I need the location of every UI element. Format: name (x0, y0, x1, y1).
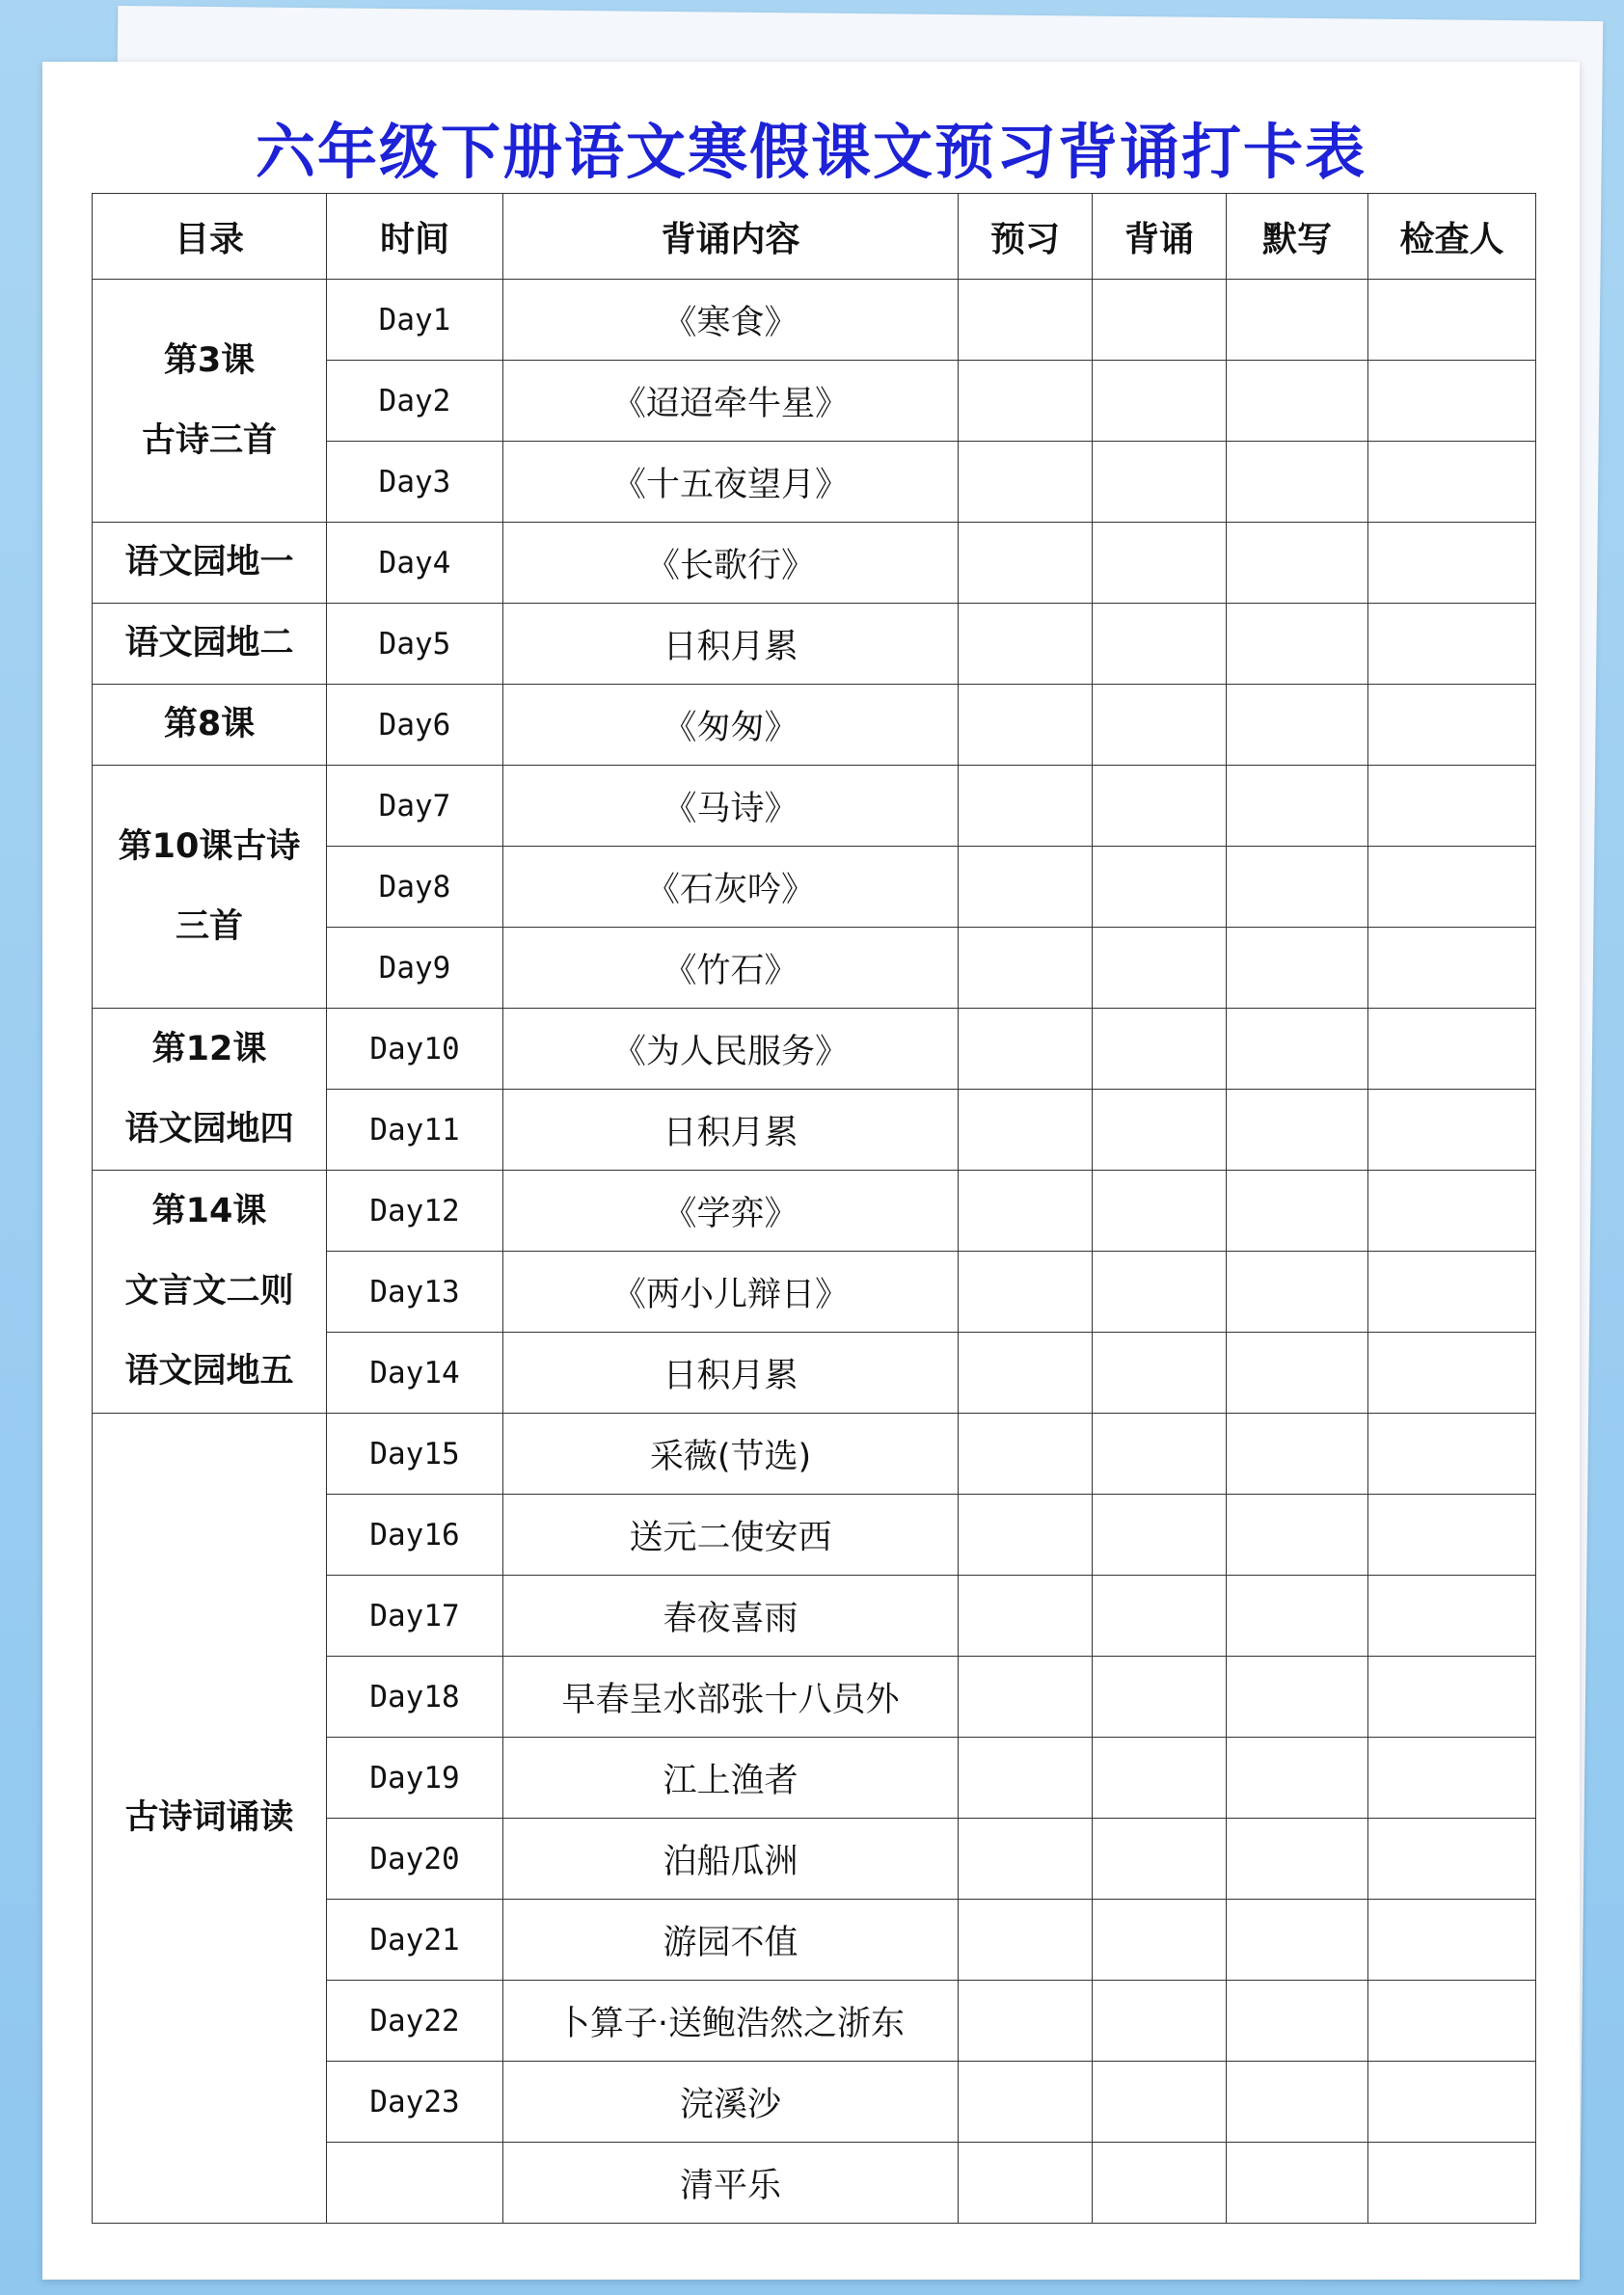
col-header-directory: 目录 (93, 194, 327, 280)
checker-checkbox-cell[interactable] (1368, 766, 1536, 847)
recite-checkbox-cell[interactable] (1093, 1252, 1227, 1333)
dictation-checkbox-cell[interactable] (1227, 685, 1368, 766)
dictation-checkbox-cell[interactable] (1227, 2143, 1368, 2224)
table-row (93, 1414, 1536, 1495)
recite-checkbox-cell[interactable] (1093, 1576, 1227, 1657)
table-row (93, 523, 1536, 604)
day-cell: Day13 (327, 1252, 503, 1333)
directory-cell (93, 280, 327, 523)
dictation-checkbox-cell[interactable] (1227, 280, 1368, 361)
recite-content-cell: 泊船瓜洲 (503, 1819, 959, 1900)
preview-checkbox-cell[interactable] (959, 928, 1093, 1009)
checker-checkbox-cell[interactable] (1368, 361, 1536, 442)
preview-checkbox-cell[interactable] (959, 1009, 1093, 1090)
directory-cell (93, 685, 327, 766)
recite-content-cell: 游园不值 (503, 1900, 959, 1981)
directory-label: 语文园地五 (124, 1352, 294, 1390)
preview-checkbox-cell[interactable] (959, 685, 1093, 766)
recite-content-cell: 《十五夜望月》 (503, 442, 959, 523)
recite-content-cell: 《长歌行》 (503, 523, 959, 604)
col-header-content: 背诵内容 (503, 194, 959, 280)
day-cell: Day10 (327, 1009, 503, 1090)
directory-cell (93, 766, 327, 1009)
dictation-checkbox-cell[interactable] (1227, 1333, 1368, 1414)
preview-checkbox-cell[interactable] (959, 1738, 1093, 1819)
checker-checkbox-cell[interactable] (1368, 1819, 1536, 1900)
day-cell: Day17 (327, 1576, 503, 1657)
checker-checkbox-cell[interactable] (1368, 1576, 1536, 1657)
day-cell: Day9 (327, 928, 503, 1009)
header-row (93, 194, 1536, 280)
dictation-checkbox-cell[interactable] (1227, 1414, 1368, 1495)
col-header-dictation: 默写 (1227, 194, 1368, 280)
page-title: 六年级下册语文寒假课文预习背诵打卡表 (255, 117, 1367, 187)
day-cell: Day15 (327, 1414, 503, 1495)
preview-checkbox-cell[interactable] (959, 361, 1093, 442)
day-cell: Day8 (327, 847, 503, 928)
directory-label: 文言文二则 (124, 1272, 294, 1310)
day-cell: Day19 (327, 1738, 503, 1819)
dictation-checkbox-cell[interactable] (1227, 847, 1368, 928)
col-header-preview: 预习 (959, 194, 1093, 280)
checkin-sheet (42, 62, 1580, 2280)
recite-content-cell: 清平乐 (503, 2143, 959, 2224)
day-cell: Day22 (327, 1981, 503, 2062)
dictation-checkbox-cell[interactable] (1227, 1495, 1368, 1576)
preview-checkbox-cell[interactable] (959, 2062, 1093, 2143)
checker-checkbox-cell[interactable] (1368, 1333, 1536, 1414)
directory-cell (93, 1009, 327, 1171)
dictation-checkbox-cell[interactable] (1227, 1657, 1368, 1738)
dictation-checkbox-cell[interactable] (1227, 2062, 1368, 2143)
recite-content-cell: 江上渔者 (503, 1738, 959, 1819)
preview-checkbox-cell[interactable] (959, 1252, 1093, 1333)
recite-content-cell: 卜算子·送鲍浩然之浙东 (503, 1981, 959, 2062)
recite-content-cell: 日积月累 (503, 1333, 959, 1414)
directory-label: 古诗三首 (141, 420, 277, 460)
col-header-recite: 背诵 (1093, 194, 1227, 280)
recite-content-cell: 采薇(节选) (503, 1414, 959, 1495)
preview-checkbox-cell[interactable] (959, 1900, 1093, 1981)
dictation-checkbox-cell[interactable] (1227, 766, 1368, 847)
recite-checkbox-cell[interactable] (1093, 1090, 1227, 1171)
day-cell: Day1 (327, 280, 503, 361)
directory-label: 语文园地四 (124, 1109, 294, 1148)
directory-cell (93, 604, 327, 685)
day-cell: Day12 (327, 1171, 503, 1252)
checker-checkbox-cell[interactable] (1368, 442, 1536, 523)
preview-checkbox-cell[interactable] (959, 1090, 1093, 1171)
recite-checkbox-cell[interactable] (1093, 1738, 1227, 1819)
directory-label: 第12课 (151, 1029, 267, 1068)
recite-checkbox-cell[interactable] (1093, 685, 1227, 766)
dictation-checkbox-cell[interactable] (1227, 1900, 1368, 1981)
recite-content-cell: 日积月累 (503, 604, 959, 685)
dictation-checkbox-cell[interactable] (1227, 1981, 1368, 2062)
preview-checkbox-cell[interactable] (959, 2143, 1093, 2224)
checker-checkbox-cell[interactable] (1368, 1495, 1536, 1576)
day-cell: Day5 (327, 604, 503, 685)
recite-content-cell: 浣溪沙 (503, 2062, 959, 2143)
checker-checkbox-cell[interactable] (1368, 847, 1536, 928)
preview-checkbox-cell[interactable] (959, 280, 1093, 361)
dictation-checkbox-cell[interactable] (1227, 928, 1368, 1009)
dictation-checkbox-cell[interactable] (1227, 1171, 1368, 1252)
preview-checkbox-cell[interactable] (959, 1576, 1093, 1657)
preview-checkbox-cell[interactable] (959, 523, 1093, 604)
col-header-time: 时间 (327, 194, 503, 280)
dictation-checkbox-cell[interactable] (1227, 604, 1368, 685)
preview-checkbox-cell[interactable] (959, 1414, 1093, 1495)
recite-content-cell: 《两小儿辩日》 (503, 1252, 959, 1333)
directory-label: 三首 (175, 906, 243, 946)
recite-checkbox-cell[interactable] (1093, 604, 1227, 685)
recite-content-cell: 《竹石》 (503, 928, 959, 1009)
preview-checkbox-cell[interactable] (959, 442, 1093, 523)
checker-checkbox-cell[interactable] (1368, 1981, 1536, 2062)
day-cell: Day18 (327, 1657, 503, 1738)
checker-checkbox-cell[interactable] (1368, 523, 1536, 604)
recite-checkbox-cell[interactable] (1093, 280, 1227, 361)
recite-content-cell: 《学弈》 (503, 1171, 959, 1252)
recite-checkbox-cell[interactable] (1093, 766, 1227, 847)
dictation-checkbox-cell[interactable] (1227, 442, 1368, 523)
preview-checkbox-cell[interactable] (959, 1657, 1093, 1738)
col-header-checker: 检查人 (1368, 194, 1536, 280)
day-cell: Day7 (327, 766, 503, 847)
recite-checkbox-cell[interactable] (1093, 523, 1227, 604)
directory-label: 第10课古诗 (118, 826, 301, 866)
checker-checkbox-cell[interactable] (1368, 1900, 1536, 1981)
recite-content-cell: 《马诗》 (503, 766, 959, 847)
dictation-checkbox-cell[interactable] (1227, 1252, 1368, 1333)
directory-cell (93, 1414, 327, 2224)
dictation-checkbox-cell[interactable] (1227, 1090, 1368, 1171)
dictation-checkbox-cell[interactable] (1227, 1576, 1368, 1657)
checker-checkbox-cell[interactable] (1368, 604, 1536, 685)
recite-checkbox-cell[interactable] (1093, 928, 1227, 1009)
checker-checkbox-cell[interactable] (1368, 685, 1536, 766)
recite-checkbox-cell[interactable] (1093, 1900, 1227, 1981)
recite-checkbox-cell[interactable] (1093, 442, 1227, 523)
checker-checkbox-cell[interactable] (1368, 2062, 1536, 2143)
recite-content-cell: 早春呈水部张十八员外 (503, 1657, 959, 1738)
table-row (93, 604, 1536, 685)
table-row (93, 1009, 1536, 1090)
table-row (93, 685, 1536, 766)
recite-content-cell: 《匆匆》 (503, 685, 959, 766)
day-cell: Day23 (327, 2062, 503, 2143)
checker-checkbox-cell[interactable] (1368, 2143, 1536, 2224)
recite-content-cell: 《为人民服务》 (503, 1009, 959, 1090)
table-row (93, 280, 1536, 361)
checker-checkbox-cell[interactable] (1368, 1414, 1536, 1495)
preview-checkbox-cell[interactable] (959, 1981, 1093, 2062)
recite-content-cell: 日积月累 (503, 1090, 959, 1171)
recite-checkbox-cell[interactable] (1093, 1333, 1227, 1414)
checkin-table (92, 193, 1536, 2224)
preview-checkbox-cell[interactable] (959, 604, 1093, 685)
recite-checkbox-cell[interactable] (1093, 2062, 1227, 2143)
recite-checkbox-cell[interactable] (1093, 1495, 1227, 1576)
day-cell: Day3 (327, 442, 503, 523)
recite-content-cell: 《寒食》 (503, 280, 959, 361)
directory-label: 语文园地二 (124, 624, 294, 662)
table-row (93, 766, 1536, 847)
preview-checkbox-cell[interactable] (959, 1171, 1093, 1252)
directory-label: 第14课 (151, 1192, 267, 1230)
recite-checkbox-cell[interactable] (1093, 1657, 1227, 1738)
day-cell: Day4 (327, 523, 503, 604)
checker-checkbox-cell[interactable] (1368, 1009, 1536, 1090)
checker-checkbox-cell[interactable] (1368, 1252, 1536, 1333)
recite-content-cell: 送元二使安西 (503, 1495, 959, 1576)
checker-checkbox-cell[interactable] (1368, 1657, 1536, 1738)
preview-checkbox-cell[interactable] (959, 847, 1093, 928)
recite-checkbox-cell[interactable] (1093, 1414, 1227, 1495)
checker-checkbox-cell[interactable] (1368, 1090, 1536, 1171)
day-cell: Day14 (327, 1333, 503, 1414)
recite-checkbox-cell[interactable] (1093, 1171, 1227, 1252)
directory-cell (93, 1171, 327, 1414)
day-cell: Day6 (327, 685, 503, 766)
recite-checkbox-cell[interactable] (1093, 2143, 1227, 2224)
checker-checkbox-cell[interactable] (1368, 280, 1536, 361)
day-cell: Day11 (327, 1090, 503, 1171)
recite-content-cell: 《石灰吟》 (503, 847, 959, 928)
directory-label: 语文园地一 (124, 543, 294, 581)
day-cell: Day16 (327, 1495, 503, 1576)
checker-checkbox-cell[interactable] (1368, 1171, 1536, 1252)
checker-checkbox-cell[interactable] (1368, 928, 1536, 1009)
day-cell: Day21 (327, 1900, 503, 1981)
day-cell (327, 2143, 503, 2224)
dictation-checkbox-cell[interactable] (1227, 1738, 1368, 1819)
recite-checkbox-cell[interactable] (1093, 1981, 1227, 2062)
preview-checkbox-cell[interactable] (959, 1333, 1093, 1414)
directory-cell (93, 523, 327, 604)
preview-checkbox-cell[interactable] (959, 1495, 1093, 1576)
directory-label: 古诗词诵读 (124, 1798, 294, 1837)
day-cell: Day20 (327, 1819, 503, 1900)
dictation-checkbox-cell[interactable] (1227, 361, 1368, 442)
recite-checkbox-cell[interactable] (1093, 1009, 1227, 1090)
recite-checkbox-cell[interactable] (1093, 847, 1227, 928)
day-cell: Day2 (327, 361, 503, 442)
dictation-checkbox-cell[interactable] (1227, 1819, 1368, 1900)
checker-checkbox-cell[interactable] (1368, 1738, 1536, 1819)
directory-label: 第3课 (163, 340, 256, 380)
table-row (93, 1171, 1536, 1252)
recite-checkbox-cell[interactable] (1093, 1819, 1227, 1900)
recite-content-cell: 春夜喜雨 (503, 1576, 959, 1657)
preview-checkbox-cell[interactable] (959, 766, 1093, 847)
dictation-checkbox-cell[interactable] (1227, 523, 1368, 604)
dictation-checkbox-cell[interactable] (1227, 1009, 1368, 1090)
preview-checkbox-cell[interactable] (959, 1819, 1093, 1900)
directory-label: 第8课 (163, 705, 256, 743)
recite-checkbox-cell[interactable] (1093, 361, 1227, 442)
recite-content-cell: 《迢迢牵牛星》 (503, 361, 959, 442)
